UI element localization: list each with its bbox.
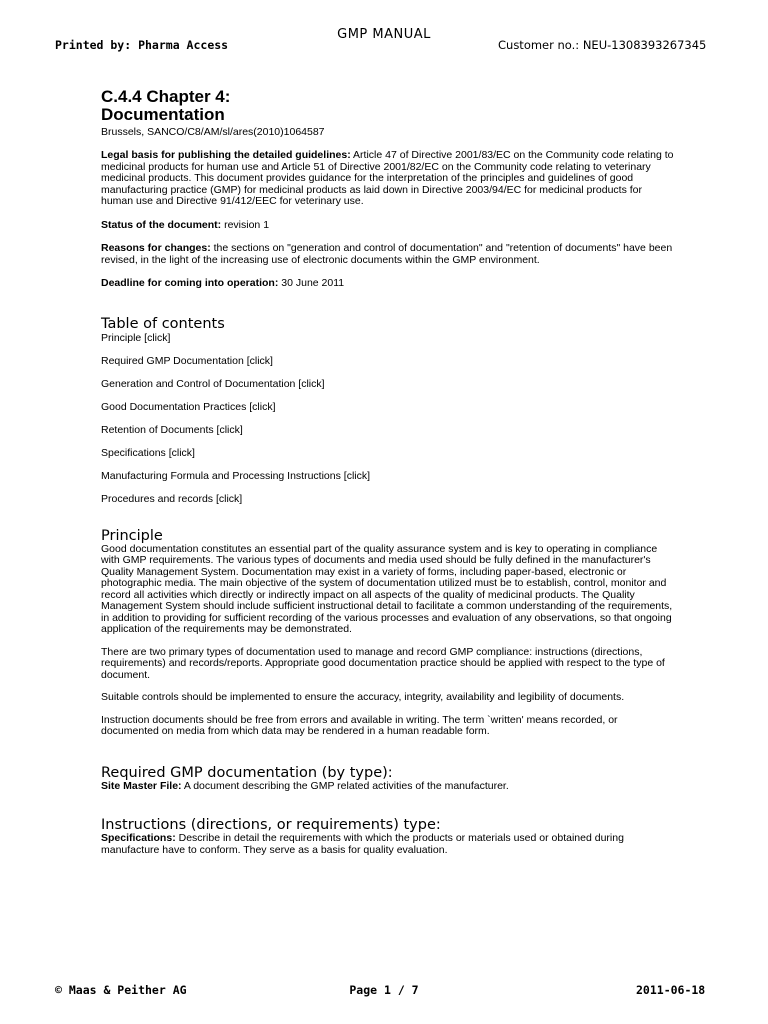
- status-label: Status of the document:: [101, 218, 222, 231]
- footer-copyright: © Maas & Peither AG: [55, 983, 187, 997]
- footer-page-number: Page 1 / 7: [349, 983, 419, 997]
- reasons-label: Reasons for changes:: [101, 242, 211, 254]
- toc-item-generation-and-control[interactable]: Generation and Control of Documentation [click]: [101, 377, 325, 390]
- principle-paragraph-2: There are two primary types of documentation used to manage and record GMP compliance: instructions (directions, requirements) and records/reports. Appropriate good documentation practice should be applied with respect to the type of document.: [101, 645, 665, 681]
- toc-list: [101, 332, 676, 505]
- document-reference: Brussels, SANCO/C8/AM/sl/ares(2010)1064587: [101, 126, 325, 138]
- reasons-for-changes: [101, 243, 676, 266]
- deadline: [101, 278, 676, 290]
- chapter-title-line2: Documentation: [101, 105, 225, 124]
- chapter-title: [101, 88, 676, 124]
- toc-item-manufacturing-formula[interactable]: Manufacturing Formula and Processing Instructions [click]: [101, 469, 371, 482]
- toc-item-good-documentation-practices[interactable]: Good Documentation Practices [click]: [101, 400, 276, 413]
- specifications-label: Specifications:: [101, 832, 176, 844]
- deadline-text: 30 June 2011: [281, 277, 345, 289]
- specifications-definition: [101, 833, 676, 856]
- toc-item-retention-of-documents[interactable]: Retention of Documents [click]: [101, 423, 243, 436]
- principle-heading: Principle: [101, 527, 163, 544]
- toc-item-principle[interactable]: Principle [click]: [101, 331, 171, 344]
- instructions-heading: Instructions (directions, or requirements) type:: [101, 817, 441, 833]
- toc-item-specifications[interactable]: Specifications [click]: [101, 446, 195, 459]
- status-text: revision 1: [224, 218, 270, 231]
- deadline-label: Deadline for coming into operation:: [101, 277, 279, 289]
- toc-item-required-gmp-documentation[interactable]: Required GMP Documentation [click]: [101, 354, 273, 367]
- reasons-text: the sections on "generation and control of documentation" and "retention of documents" have been revised, in the light of the increasing use of electronic documents within the GMP environment.: [101, 242, 673, 266]
- specifications-text: Describe in detail the requirements with which the products or materials used or obtained during manufacture have to conform. They serve as a basis for quality evaluation.: [101, 832, 624, 856]
- document-status: [101, 220, 676, 232]
- footer-date: 2011-06-18: [636, 983, 706, 997]
- principle-paragraph-3: Suitable controls should be implemented to ensure the accuracy, integrity, availability and legibility of documents.: [101, 691, 625, 703]
- principle-paragraph-4: Instruction documents should be free from errors and available in writing. The term `written' means recorded, or documented on media from which data may be rendered in a human readable form.: [101, 713, 618, 737]
- document-body: [101, 88, 676, 856]
- legal-basis-text: Article 47 of Directive 2001/83/EC on the Community code relating to medicinal products for human use and Article 51 of Directive 2001/82/EC on the Community code relating to veterinary medicinal products. This document provides guidance for the interpretation of the principles and guidelines of good manufacturing practice (GMP) for medicinal products as laid down in Directive 2003/94/EC for medicinal products for human use and Directive 91/412/EEC for veterinary use.: [101, 149, 674, 207]
- customer-number: Customer no.: NEU-1308393267345: [498, 38, 707, 52]
- legal-basis: [101, 150, 676, 208]
- toc-heading: Table of contents: [101, 315, 225, 332]
- required-documentation-heading: Required GMP documentation (by type):: [101, 764, 393, 781]
- printed-by: Printed by: Pharma Access: [55, 38, 229, 52]
- principle-paragraph-1: Good documentation constitutes an essential part of the quality assurance system and is key to operating in compliance with GMP requirements. The various types of documents and media used should be fully defined in the manufacturer's Quality Management System. Documentation may exist in a variety of forms, including paper-based, electronic or photographic media. The main objective of the system of documentation utilized must be to establish, control, monitor and record all activities which directly or indirectly impact on all aspects of the quality of medicinal products. The Quality Management System should include sufficient instructional detail to facilitate a common understanding of the requirements, in addition to providing for sufficient recording of the various processes and evaluation of any observations, so that ongoing application of the requirements may be demonstrated.: [101, 542, 673, 635]
- chapter-title-line1: C.4.4 Chapter 4:: [101, 87, 231, 106]
- legal-basis-label: Legal basis for publishing the detailed guidelines:: [101, 149, 351, 161]
- site-master-file-text: A document describing the GMP related activities of the manufacturer.: [183, 779, 509, 792]
- toc-item-procedures-and-records[interactable]: Procedures and records [click]: [101, 492, 243, 505]
- site-master-file-label: Site Master File:: [101, 779, 182, 792]
- site-master-file: [101, 781, 676, 793]
- header-title: GMP MANUAL: [337, 27, 431, 42]
